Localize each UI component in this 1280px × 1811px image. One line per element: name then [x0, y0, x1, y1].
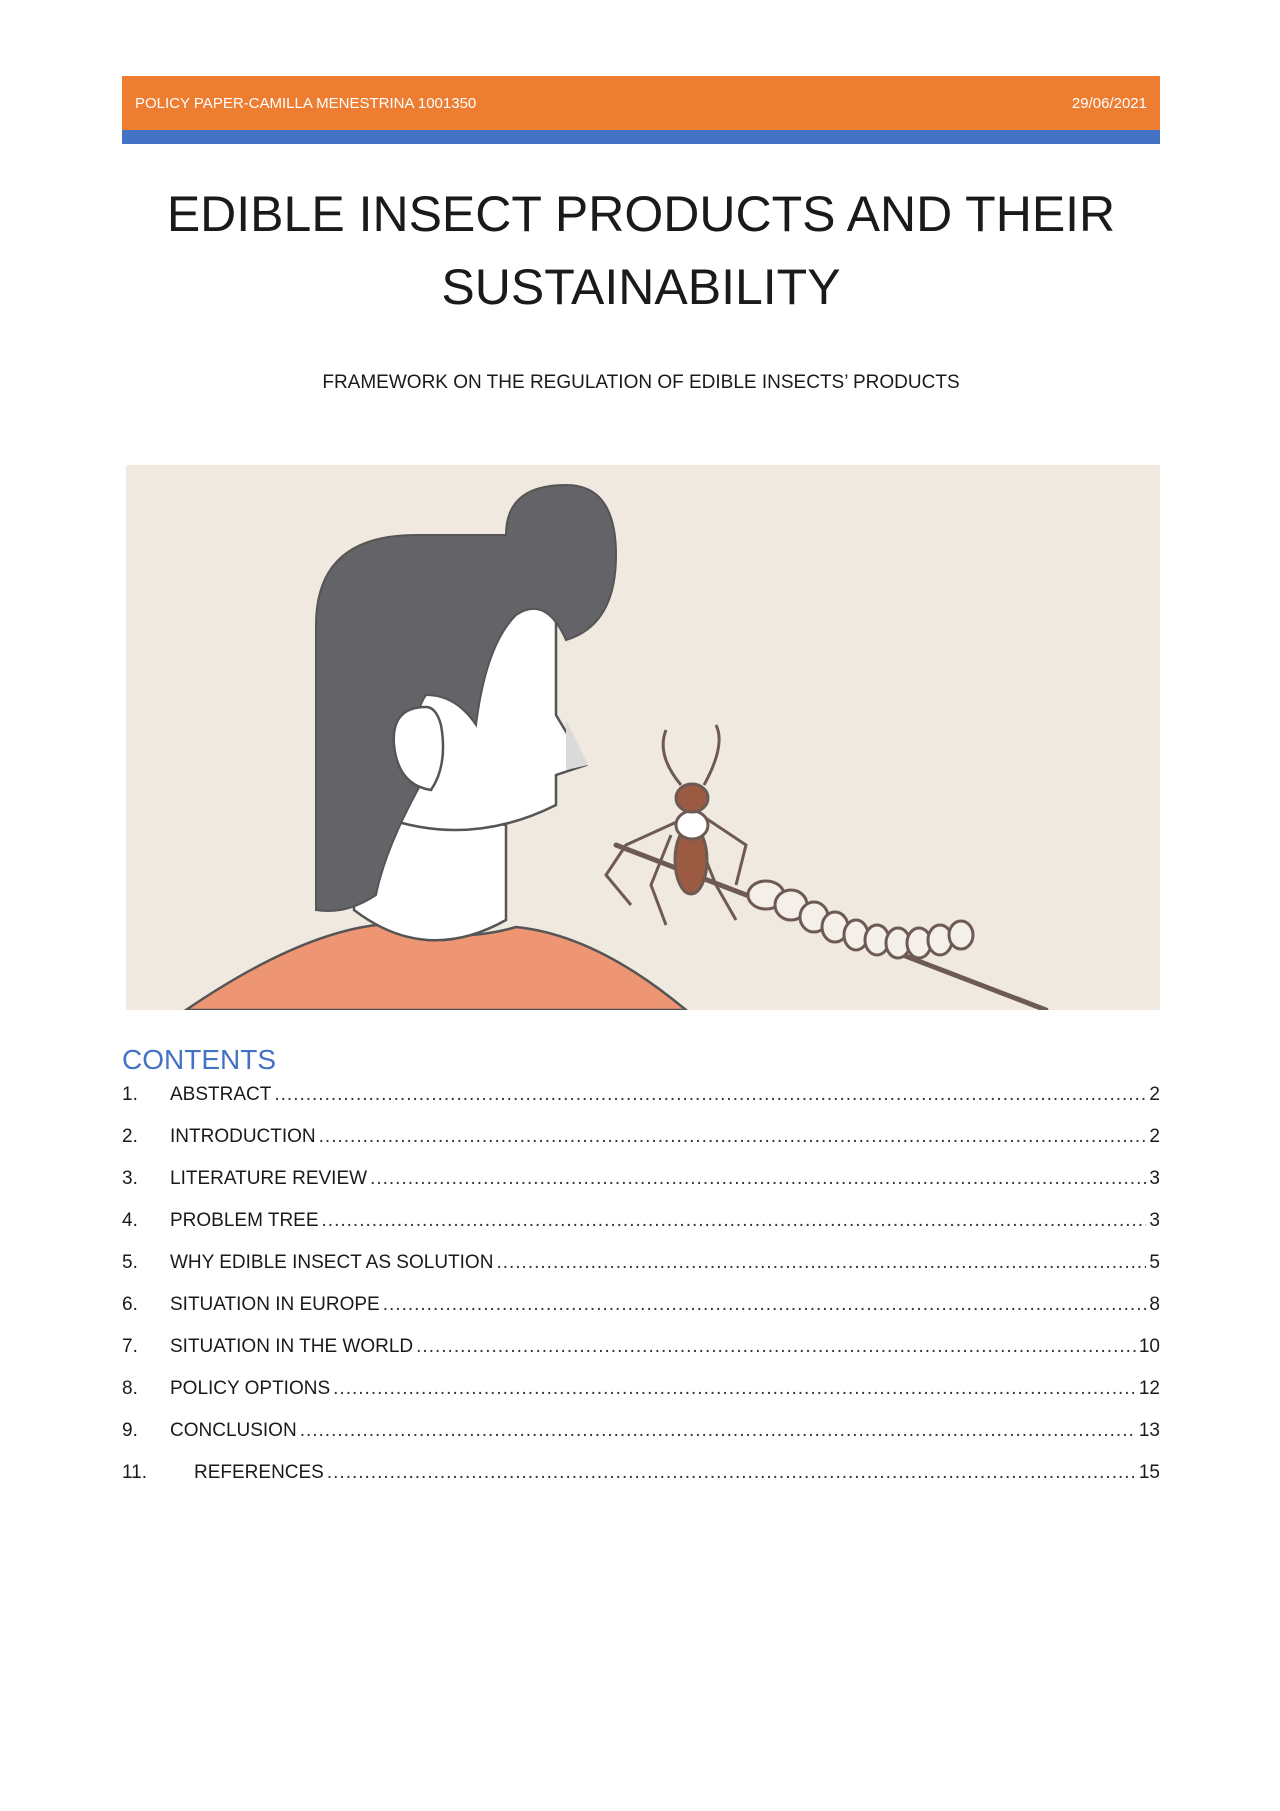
toc-entry-label: REFERENCES	[194, 1462, 324, 1483]
toc-entry-page: 10	[1138, 1336, 1160, 1357]
toc-entry-number: 3.	[122, 1168, 138, 1189]
page-header	[122, 76, 1160, 130]
toc-entry[interactable]	[122, 1126, 1160, 1168]
document-title	[122, 178, 1160, 324]
toc-entry-page: 15	[1138, 1462, 1160, 1483]
toc-dot-leader	[327, 1462, 1136, 1484]
toc-dot-leader	[300, 1420, 1136, 1442]
cover-illustration	[126, 465, 1160, 1010]
toc-entry-page: 3	[1149, 1210, 1160, 1231]
title-line-2: SUSTAINABILITY	[441, 259, 841, 315]
toc-entry-number: 9.	[122, 1420, 138, 1441]
toc-entry[interactable]	[122, 1378, 1160, 1420]
toc-entry[interactable]	[122, 1168, 1160, 1210]
toc-entry-label: LITERATURE REVIEW	[170, 1168, 368, 1189]
toc-entry-number: 1.	[122, 1084, 138, 1105]
toc-entry-number: 6.	[122, 1294, 138, 1315]
toc-entry-page: 13	[1138, 1420, 1160, 1441]
toc-entry[interactable]	[122, 1210, 1160, 1252]
toc-dot-leader	[274, 1084, 1146, 1106]
toc-entry-page: 3	[1149, 1168, 1160, 1189]
toc-entry-number: 7.	[122, 1336, 138, 1357]
toc-entry-label: WHY EDIBLE INSECT AS SOLUTION	[170, 1252, 494, 1273]
toc-entry-label: POLICY OPTIONS	[170, 1378, 331, 1399]
toc-entry-label: PROBLEM TREE	[170, 1210, 319, 1231]
cricket-head	[676, 784, 708, 812]
toc-entry-label: SITUATION IN EUROPE	[170, 1294, 380, 1315]
toc-dot-leader	[333, 1378, 1136, 1400]
toc-entry-number: 2.	[122, 1126, 138, 1147]
toc-entry-number: 5.	[122, 1252, 138, 1273]
contents-heading: CONTENTS	[122, 1044, 276, 1075]
toc-entry-label: ABSTRACT	[170, 1084, 272, 1105]
toc-entry-label: CONCLUSION	[170, 1420, 297, 1441]
toc-entry-number: 11.	[122, 1462, 148, 1483]
toc-dot-leader	[370, 1168, 1146, 1190]
toc-entry-page: 5	[1149, 1252, 1160, 1273]
toc-dot-leader	[416, 1336, 1136, 1358]
toc-entry[interactable]	[122, 1336, 1160, 1378]
toc-entry[interactable]	[122, 1420, 1160, 1462]
cricket-thorax	[676, 811, 708, 839]
toc-entry-number: 8.	[122, 1378, 138, 1399]
document-subtitle: FRAMEWORK ON THE REGULATION OF EDIBLE INSECTS’ PRODUCTS	[322, 372, 960, 393]
toc-entry-page: 8	[1149, 1294, 1160, 1315]
header-rule	[122, 130, 1160, 144]
table-of-contents	[122, 1084, 1160, 1504]
header-author: POLICY PAPER-CAMILLA MENESTRINA 1001350	[135, 94, 477, 112]
toc-dot-leader	[322, 1210, 1147, 1232]
toc-entry-page: 2	[1149, 1126, 1160, 1147]
toc-entry[interactable]	[122, 1252, 1160, 1294]
toc-entry-label: INTRODUCTION	[170, 1126, 316, 1147]
toc-entry-page: 2	[1149, 1084, 1160, 1105]
toc-dot-leader	[319, 1126, 1147, 1148]
toc-entry-page: 12	[1138, 1378, 1160, 1399]
title-line-1: EDIBLE INSECT PRODUCTS AND THEIR	[166, 186, 1116, 242]
toc-entry[interactable]	[122, 1294, 1160, 1336]
toc-entry-number: 4.	[122, 1210, 138, 1231]
illustration-background	[126, 465, 1160, 1010]
toc-entry[interactable]	[122, 1462, 1160, 1504]
toc-entry[interactable]	[122, 1084, 1160, 1126]
toc-entry-label: SITUATION IN THE WORLD	[170, 1336, 414, 1357]
header-date: 29/06/2021	[1071, 94, 1147, 112]
toc-dot-leader	[496, 1252, 1146, 1274]
toc-dot-leader	[383, 1294, 1147, 1316]
